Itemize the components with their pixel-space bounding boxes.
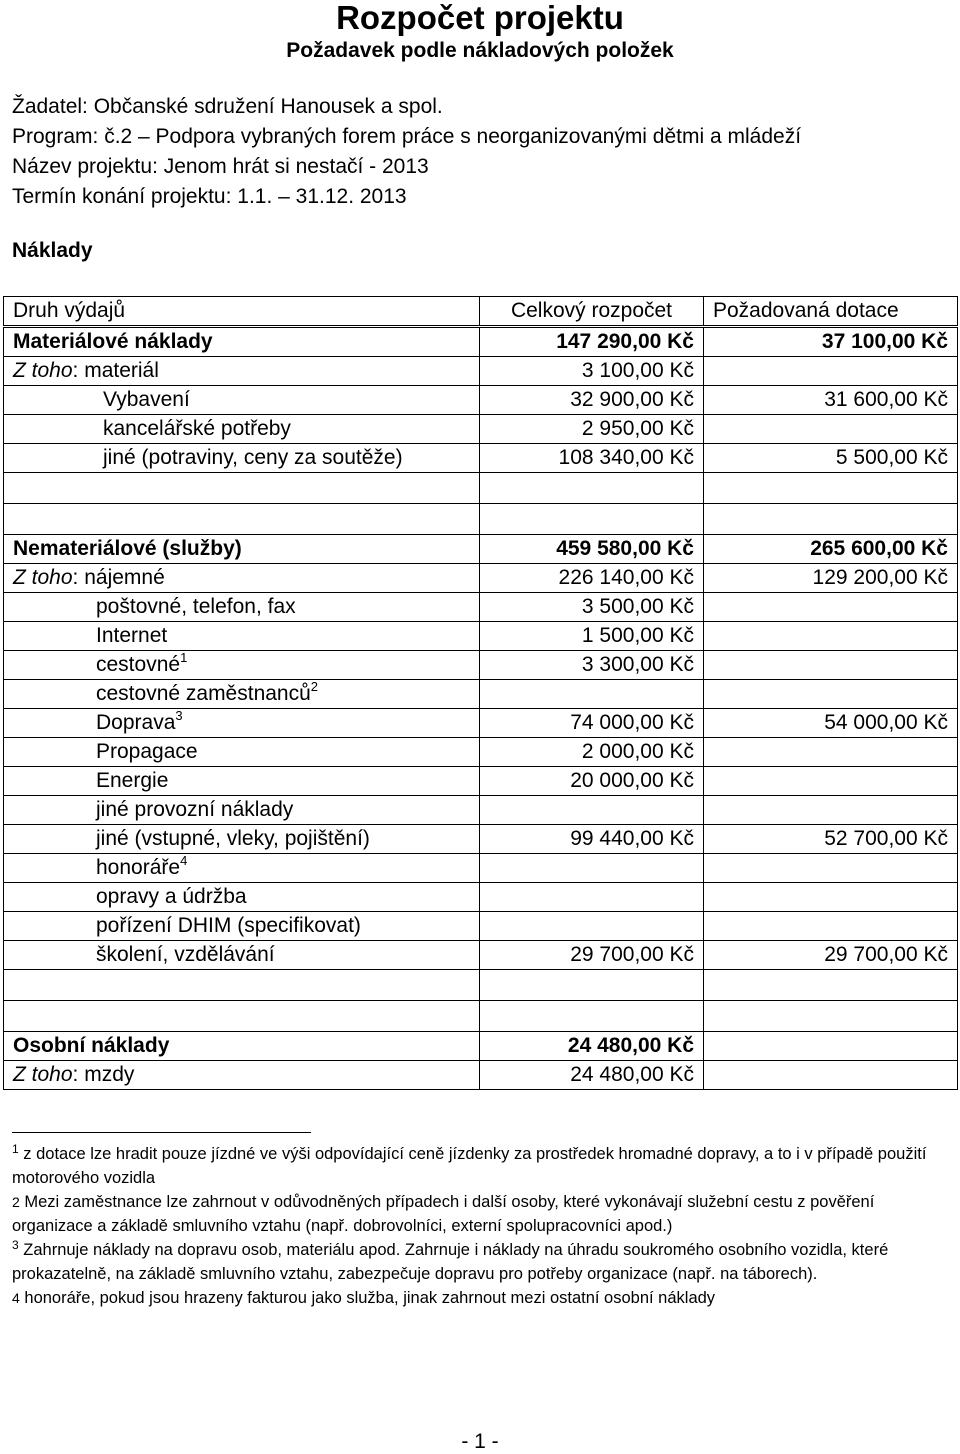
project-info xyxy=(12,92,801,212)
item-total: 3 500,00 Kč xyxy=(480,593,704,622)
blank-cell xyxy=(704,970,958,1001)
table-row xyxy=(4,738,958,767)
item-grant: 5 500,00 Kč xyxy=(704,444,958,473)
item-text: jiné (vstupné, vleky, pojištění) xyxy=(96,827,370,850)
zt-prefix: Z toho xyxy=(13,566,73,589)
item-total xyxy=(480,854,704,883)
item-label xyxy=(4,680,480,709)
blank-cell xyxy=(4,504,480,535)
item-total: 2 000,00 Kč xyxy=(480,738,704,767)
item-total xyxy=(480,883,704,912)
item-total: 32 900,00 Kč xyxy=(480,386,704,415)
zt-prefix: Z toho xyxy=(13,1063,73,1086)
item-grant: 52 700,00 Kč xyxy=(704,825,958,854)
table-row xyxy=(4,622,958,651)
item-text: : nájemné xyxy=(72,566,165,589)
item-text: pořízení DHIM (specifikovat) xyxy=(96,914,361,937)
budget-table xyxy=(3,296,958,1090)
table-row xyxy=(4,357,958,386)
term-line: Termín konání projektu: 1.1. – 31.12. 2013 xyxy=(12,185,407,208)
item-text: školení, vzdělávání xyxy=(96,943,275,966)
personnel-total: 24 480,00 Kč xyxy=(480,1032,704,1061)
footnote-text: Mezi zaměstnance lze zahrnout v odůvodněných případech i další osoby, které vykonávají služební cestu z pověření organizace a základě smluvního vztahu (např. dobrovolníci, externí spolupracovníci apod.) xyxy=(12,1193,875,1235)
item-grant xyxy=(704,796,958,825)
footnote-text: honoráře, pokud jsou hrazeny fakturou jako služba, jinak zahrnout mezi ostatní osobní náklady xyxy=(24,1289,716,1307)
blank-row xyxy=(4,970,958,1001)
table-row xyxy=(4,854,958,883)
item-text: Vybavení xyxy=(103,388,190,411)
item-grant xyxy=(704,854,958,883)
item-grant: 54 000,00 Kč xyxy=(704,709,958,738)
footnote-number: 4 xyxy=(12,1290,20,1306)
blank-cell xyxy=(704,504,958,535)
item-grant xyxy=(704,680,958,709)
item-label xyxy=(4,564,480,593)
material-section-row xyxy=(4,327,958,357)
item-total: 1 500,00 Kč xyxy=(480,622,704,651)
table-row xyxy=(4,767,958,796)
item-grant: 31 600,00 Kč xyxy=(704,386,958,415)
blank-cell xyxy=(704,1001,958,1032)
item-text: Energie xyxy=(96,769,169,792)
table-row xyxy=(4,941,958,970)
blank-cell xyxy=(480,473,704,504)
item-label xyxy=(4,357,480,386)
item-grant xyxy=(704,357,958,386)
footnote-1 xyxy=(12,1142,952,1190)
item-label xyxy=(4,941,480,970)
item-total xyxy=(480,796,704,825)
item-grant: 29 700,00 Kč xyxy=(704,941,958,970)
item-label xyxy=(4,767,480,796)
item-label xyxy=(4,444,480,473)
page-subtitle: Požadavek podle nákladových položek xyxy=(286,39,674,62)
item-label xyxy=(4,651,480,680)
item-label xyxy=(4,709,480,738)
blank-cell xyxy=(4,1001,480,1032)
services-grant: 265 600,00 Kč xyxy=(704,535,958,564)
item-grant xyxy=(704,1061,958,1090)
footnotes xyxy=(12,1142,952,1310)
material-grant: 37 100,00 Kč xyxy=(704,327,958,357)
table-row xyxy=(4,386,958,415)
item-label xyxy=(4,1061,480,1090)
table-row xyxy=(4,415,958,444)
item-grant xyxy=(704,622,958,651)
item-total xyxy=(480,680,704,709)
blank-cell xyxy=(480,970,704,1001)
costs-heading: Náklady xyxy=(12,239,93,262)
blank-cell xyxy=(480,504,704,535)
personnel-section-row xyxy=(4,1032,958,1061)
table-row xyxy=(4,912,958,941)
item-grant xyxy=(704,415,958,444)
table-row xyxy=(4,564,958,593)
item-label xyxy=(4,386,480,415)
personnel-title: Osobní náklady xyxy=(4,1032,480,1061)
item-grant xyxy=(704,651,958,680)
blank-cell xyxy=(4,970,480,1001)
item-total: 29 700,00 Kč xyxy=(480,941,704,970)
footnote-ref: 3 xyxy=(175,708,183,723)
item-text: : materiál xyxy=(72,359,159,382)
item-total xyxy=(480,912,704,941)
item-text: Propagace xyxy=(96,740,198,763)
table-row xyxy=(4,444,958,473)
footnote-ref: 2 xyxy=(310,679,319,694)
header-total-budget: Celkový rozpočet xyxy=(480,297,704,327)
header-cost-type: Druh výdajů xyxy=(4,297,480,327)
footnote-3 xyxy=(12,1238,952,1286)
footnote-4 xyxy=(12,1286,952,1310)
table-row xyxy=(4,796,958,825)
item-label xyxy=(4,912,480,941)
blank-cell xyxy=(704,473,958,504)
item-label xyxy=(4,854,480,883)
footnote-number: 2 xyxy=(12,1194,20,1210)
item-text: cestovné zaměstnanců xyxy=(96,682,311,705)
item-label xyxy=(4,883,480,912)
item-label xyxy=(4,738,480,767)
item-text: jiné (potraviny, ceny za soutěže) xyxy=(103,446,403,469)
item-text: jiné provozní náklady xyxy=(96,798,294,821)
table-row xyxy=(4,680,958,709)
header-requested-grant: Požadovaná dotace xyxy=(704,297,958,327)
item-text: honoráře xyxy=(96,856,181,879)
applicant-line: Žadatel: Občanské sdružení Hanousek a spol. xyxy=(12,95,443,118)
item-text: poštovné, telefon, fax xyxy=(96,595,296,618)
footnote-text: Zahrnuje náklady na dopravu osob, materiálu apod. Zahrnuje i náklady na úhradu soukromého osobního vozidla, které prokazatelně, na základě smluvního vztahu, zabezpečuje dopravu pro potřeby organizace (např. na táborech). xyxy=(12,1241,889,1283)
blank-row xyxy=(4,504,958,535)
item-grant xyxy=(704,883,958,912)
program-line: Program: č.2 – Podpora vybraných forem práce s neorganizovanými dětmi a mládeží xyxy=(12,125,802,148)
item-total: 74 000,00 Kč xyxy=(480,709,704,738)
item-label xyxy=(4,622,480,651)
item-text: : mzdy xyxy=(72,1063,135,1086)
item-total: 2 950,00 Kč xyxy=(480,415,704,444)
blank-cell xyxy=(4,473,480,504)
services-title: Nemateriálové (služby) xyxy=(4,535,480,564)
item-text: kancelářské potřeby xyxy=(103,417,291,440)
item-grant: 129 200,00 Kč xyxy=(704,564,958,593)
item-total: 3 300,00 Kč xyxy=(480,651,704,680)
item-text: Internet xyxy=(96,624,168,647)
item-text: opravy a údržba xyxy=(96,885,247,908)
footnote-text: z dotace lze hradit pouze jízdné ve výši odpovídající ceně jízdenky za prostředek hromadné dopravy, a to i v případě použití motorového vozidla xyxy=(12,1145,927,1187)
item-label xyxy=(4,825,480,854)
project-name-line: Název projektu: Jenom hrát si nestačí - 2013 xyxy=(12,155,429,178)
item-text: Doprava xyxy=(96,711,176,734)
blank-row xyxy=(4,473,958,504)
item-grant xyxy=(704,593,958,622)
item-total: 99 440,00 Kč xyxy=(480,825,704,854)
table-row xyxy=(4,709,958,738)
footnote-separator xyxy=(12,1132,311,1133)
item-grant xyxy=(704,767,958,796)
item-total: 108 340,00 Kč xyxy=(480,444,704,473)
blank-cell xyxy=(480,1001,704,1032)
table-row xyxy=(4,593,958,622)
item-grant xyxy=(704,912,958,941)
item-total: 3 100,00 Kč xyxy=(480,357,704,386)
footnote-number: 1 xyxy=(12,1142,19,1156)
item-total: 226 140,00 Kč xyxy=(480,564,704,593)
table-row xyxy=(4,651,958,680)
page-title: Rozpočet projektu xyxy=(336,0,624,36)
item-label xyxy=(4,593,480,622)
services-section-row xyxy=(4,535,958,564)
footnote-ref: 1 xyxy=(180,650,188,665)
blank-row xyxy=(4,1001,958,1032)
table-row xyxy=(4,883,958,912)
item-total: 20 000,00 Kč xyxy=(480,767,704,796)
zt-prefix: Z toho xyxy=(13,359,73,382)
table-row xyxy=(4,1061,958,1090)
table-header-row xyxy=(4,297,958,327)
page-number: - 1 - xyxy=(461,1430,499,1453)
personnel-grant xyxy=(704,1032,958,1061)
material-total: 147 290,00 Kč xyxy=(480,327,704,357)
table-row xyxy=(4,825,958,854)
item-total: 24 480,00 Kč xyxy=(480,1061,704,1090)
footnote-number: 3 xyxy=(12,1238,19,1252)
material-title: Materiálové náklady xyxy=(4,327,480,357)
item-label xyxy=(4,796,480,825)
item-text: cestovné xyxy=(96,653,181,676)
footnote-2 xyxy=(12,1190,952,1238)
services-total: 459 580,00 Kč xyxy=(480,535,704,564)
footnote-ref: 4 xyxy=(180,853,188,868)
item-label xyxy=(4,415,480,444)
item-grant xyxy=(704,738,958,767)
